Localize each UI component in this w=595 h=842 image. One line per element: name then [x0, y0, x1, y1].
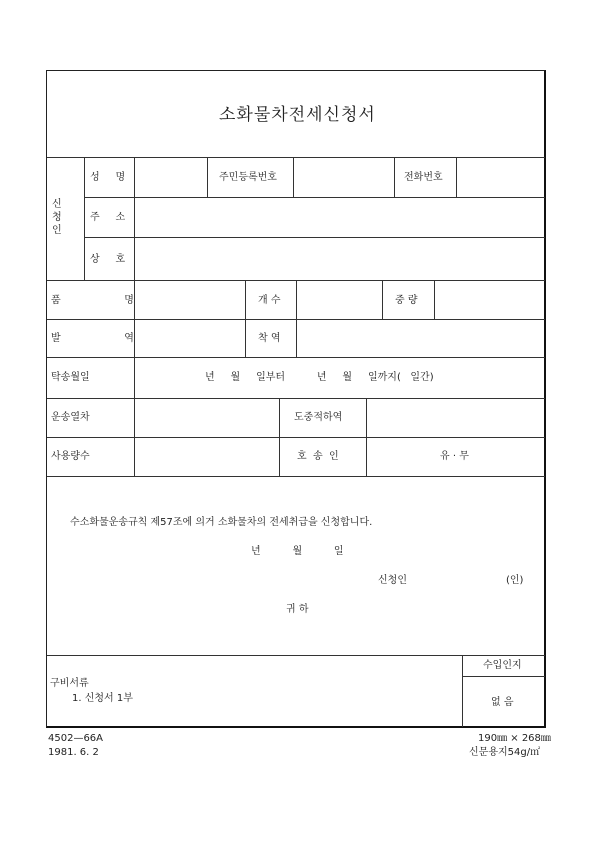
application-statement: 수소화물운송규칙 제57조에 의거 소화물차의 전세취급을 신청합니다.	[70, 517, 373, 528]
rule	[47, 476, 545, 477]
applicant-char: 청	[52, 212, 62, 223]
rule	[382, 280, 383, 319]
rule	[462, 676, 545, 677]
applicant-group-label	[52, 198, 62, 237]
name-label: 성 명	[90, 172, 126, 183]
paper-size: 190㎜ × 268㎜	[478, 733, 551, 744]
rule	[245, 280, 246, 357]
rule	[394, 157, 395, 197]
rule	[47, 398, 545, 399]
attachments-label: 구비서류	[50, 678, 89, 689]
rule	[279, 398, 280, 476]
stamp-value: 없 음	[491, 697, 514, 708]
seal-mark: (인)	[506, 575, 524, 586]
phone-label: 전화번호	[404, 172, 443, 183]
rule	[47, 655, 545, 656]
usage-label: 사용량수	[51, 451, 90, 462]
paper-type: 신문용지54g/㎡	[469, 747, 541, 758]
form-date: 1981. 6. 2	[48, 747, 99, 758]
resident-no-label: 주민등록번호	[219, 172, 277, 183]
applicant-sign-label: 신청인	[378, 575, 407, 586]
rule	[293, 157, 294, 197]
attachments-item: 1. 신청서 1부	[72, 693, 133, 704]
address-label: 주 소	[90, 212, 126, 223]
form-number: 4502—66A	[48, 733, 104, 744]
business-label: 상 호	[90, 254, 126, 265]
rule	[47, 437, 545, 438]
rule	[47, 357, 545, 358]
stamp-label: 수입인지	[483, 660, 522, 671]
date-line: 년 월 일	[251, 546, 344, 557]
item-label: 품 명	[51, 295, 134, 306]
departure-label: 발 역	[51, 333, 134, 344]
escort-value: 유 · 무	[440, 451, 469, 462]
rule	[84, 197, 545, 198]
applicant-char: 인	[52, 225, 62, 236]
arrival-label: 착 역	[258, 333, 281, 344]
stop-station-label: 도중적하역	[294, 412, 343, 423]
escort-label: 호 송 인	[297, 451, 339, 462]
train-label: 운송열차	[51, 412, 90, 423]
recipient-label: 귀 하	[286, 604, 309, 615]
rule	[462, 655, 463, 727]
rule	[366, 398, 367, 476]
transport-date-value: 년 월 일부터 년 월 일까지( 일간)	[205, 372, 434, 383]
transport-date-label: 탁송월일	[51, 372, 90, 383]
rule	[84, 157, 85, 280]
applicant-char: 신	[52, 199, 62, 210]
weight-label: 중 량	[395, 295, 418, 306]
rule	[296, 280, 297, 357]
rule	[456, 157, 457, 197]
rule	[207, 157, 208, 197]
form-frame	[46, 70, 546, 728]
form-title: 소화물차전세신청서	[219, 105, 376, 125]
rule	[434, 280, 435, 319]
rule	[134, 157, 135, 476]
rule	[47, 157, 545, 158]
rule	[84, 237, 545, 238]
count-label: 개 수	[258, 295, 281, 306]
